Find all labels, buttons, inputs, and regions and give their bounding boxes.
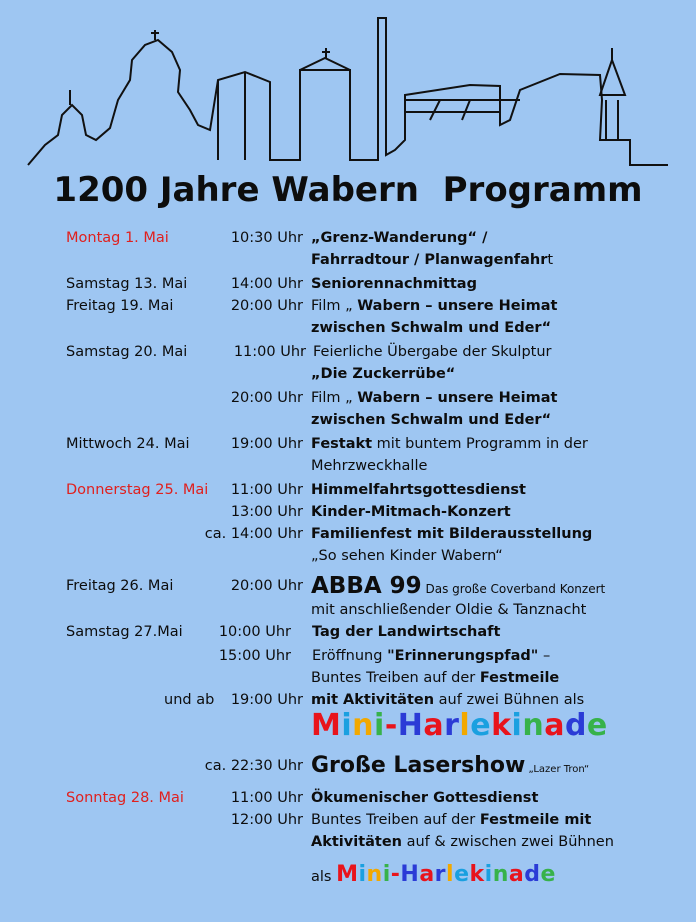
harlekinade-letter: e: [470, 708, 492, 743]
harlekinade-letter: i: [358, 862, 367, 887]
description-segment: Ökumenischer Gottesdienst: [311, 790, 539, 806]
description-segment: Mehrzweckhalle: [311, 458, 428, 474]
program-time: 20:00 Uhr: [230, 390, 303, 406]
program-day: Sonntag 28. Mai: [66, 790, 184, 806]
harlekinade-letter: n: [366, 862, 383, 887]
description-segment: Wabern – unsere Heimat: [357, 390, 558, 406]
description-segment: t: [547, 252, 554, 268]
harlekinade-letter: i: [341, 708, 353, 743]
program-description: [311, 274, 477, 294]
program-description: [311, 480, 526, 500]
description-segment: „Grenz-Wanderung“ /: [311, 230, 488, 246]
program-time: 14:00 Uhr: [230, 276, 303, 292]
program-description: [311, 296, 557, 316]
skyline-drawing: [0, 0, 696, 172]
harlekinade-letter: M: [311, 708, 342, 743]
description-segment: Tag der Landwirtschaft: [312, 624, 501, 640]
description-segment: "Erinnerungspfad": [387, 648, 539, 664]
program-description: [311, 600, 586, 620]
harlekinade-letter: l: [459, 708, 471, 743]
program-time: 15:00 Uhr: [218, 648, 291, 664]
description-segment: ABBA 99: [311, 573, 422, 599]
program-day: und ab: [164, 692, 215, 708]
harlekinade-letter: n: [492, 862, 509, 887]
harlekinade-letter: e: [454, 862, 470, 887]
description-segment: Wabern – unsere Heimat: [357, 298, 558, 314]
program-description: [311, 434, 588, 454]
description-segment: Aktivitäten: [311, 834, 402, 850]
program-time: 10:30 Uhr: [230, 230, 303, 246]
skyline-outline: [28, 18, 668, 165]
description-segment: Himmelfahrtsgottesdienst: [311, 482, 526, 498]
program-time: 13:00 Uhr: [230, 504, 303, 520]
description-segment: auf zwei Bühnen als: [434, 692, 585, 708]
program-time: 11:00 Uhr: [233, 344, 306, 360]
description-segment: zwischen Schwalm und Eder“: [311, 412, 552, 428]
program-description: [311, 318, 551, 338]
program-description: [311, 228, 487, 248]
harlekinade-letter: k: [491, 708, 512, 743]
program-day: Mittwoch 24. Mai: [66, 436, 190, 452]
description-segment: Feierliche Übergabe der Skulptur: [313, 344, 552, 360]
harlekinade-letter: H: [400, 862, 420, 887]
harlekinade-letter: i: [511, 708, 523, 743]
program-time: ca. 14:00 Uhr: [204, 526, 303, 542]
program-description: [311, 364, 455, 384]
page-title: 1200 Jahre Wabern Programm: [53, 170, 643, 210]
harlekinade-letter: -: [390, 862, 401, 887]
mini-harlekinade-logo: [311, 708, 608, 743]
harlekinade-letter: d: [524, 862, 541, 887]
program-description: [312, 646, 550, 666]
program-day: Freitag 26. Mai: [66, 578, 174, 594]
description-segment: Festmeile: [479, 812, 560, 828]
program-description: [311, 502, 511, 522]
harlekinade-letter: l: [446, 862, 455, 887]
program-description: [311, 546, 503, 566]
program-day: Samstag 27.Mai: [66, 624, 183, 640]
description-segment: Seniorennachmittag: [311, 276, 477, 292]
description-segment: „Lazer Tron“: [525, 764, 590, 775]
description-segment: Film „: [311, 390, 358, 406]
description-segment: mit buntem Programm in der: [372, 436, 588, 452]
harlekinade-letter: H: [397, 708, 424, 743]
program-time: 11:00 Uhr: [230, 790, 303, 806]
program-description: [313, 342, 552, 362]
harlekinade-letter: d: [564, 708, 587, 743]
program-description: [311, 668, 559, 688]
program-description: [311, 410, 551, 430]
program-time: 12:00 Uhr: [230, 812, 303, 828]
mini-harlekinade-logo: [336, 862, 556, 887]
program-description: [311, 456, 427, 476]
program-description: [311, 862, 556, 890]
description-segment: Fahrradtour / Planwagenfahr: [311, 252, 548, 268]
harlekinade-letter: e: [586, 708, 608, 743]
description-segment: mit anschließender Oldie & Tanznacht: [311, 602, 587, 618]
harlekinade-letter: a: [423, 708, 445, 743]
harlekinade-letter: e: [540, 862, 556, 887]
description-segment: „So sehen Kinder Wabern“: [311, 548, 503, 564]
program-day: Montag 1. Mai: [66, 230, 169, 246]
description-segment: Buntes Treiben auf der: [311, 812, 480, 828]
description-segment: Festmeile: [479, 670, 560, 686]
program-time: ca. 22:30 Uhr: [204, 758, 303, 774]
program-day: Donnerstag 25. Mai: [66, 482, 209, 498]
program-day: Freitag 19. Mai: [66, 298, 174, 314]
harlekinade-letter: M: [336, 862, 359, 887]
description-segment: zwischen Schwalm und Eder“: [311, 320, 552, 336]
program-description: [311, 706, 608, 751]
description-segment: –: [538, 648, 551, 664]
program-description: [311, 250, 553, 270]
description-segment: „Die Zuckerrübe“: [311, 366, 456, 382]
program-time: 10:00 Uhr: [218, 624, 291, 640]
harlekinade-letter: i: [374, 708, 385, 743]
description-segment: Festakt: [311, 436, 373, 452]
program-description: [311, 810, 591, 830]
harlekinade-letter: a: [419, 862, 435, 887]
harlekinade-letter: i: [484, 862, 493, 887]
harlekinade-letter: r: [444, 708, 460, 743]
program-time: 20:00 Uhr: [230, 298, 303, 314]
harlekinade-letter: -: [384, 708, 398, 743]
program-day: Samstag 13. Mai: [66, 276, 188, 292]
description-segment: Eröffnung: [312, 648, 388, 664]
harlekinade-letter: i: [382, 862, 391, 887]
program-day: Samstag 20. Mai: [66, 344, 188, 360]
harlekinade-letter: k: [469, 862, 485, 887]
description-segment: Kinder-Mitmach-Konzert: [311, 504, 511, 520]
description-segment: Film „: [311, 298, 358, 314]
program-description: [311, 573, 606, 599]
program-time: 19:00 Uhr: [230, 692, 303, 708]
description-segment: auf & zwischen zwei Bühnen: [402, 834, 614, 850]
description-segment: Große Lasershow: [311, 753, 526, 778]
program-description: [311, 832, 614, 852]
program-description: [311, 388, 557, 408]
program-description: [312, 622, 500, 642]
description-segment: als: [311, 869, 337, 885]
program-description: [311, 788, 538, 808]
description-segment: mit: [559, 812, 592, 828]
harlekinade-letter: a: [544, 708, 565, 743]
description-segment: Familienfest mit Bilderausstellung: [311, 526, 593, 542]
program-time: 20:00 Uhr: [230, 578, 303, 594]
program-time: 19:00 Uhr: [230, 436, 303, 452]
harlekinade-letter: n: [522, 708, 545, 743]
program-time: 11:00 Uhr: [230, 482, 303, 498]
harlekinade-letter: n: [352, 708, 375, 743]
program-description: [311, 753, 590, 780]
harlekinade-letter: a: [508, 862, 525, 887]
description-segment: mit Aktivitäten: [311, 692, 435, 708]
description-segment: Das große Coverband Konzert: [421, 582, 606, 596]
harlekinade-letter: r: [434, 862, 447, 887]
program-description: [311, 524, 592, 544]
description-segment: Buntes Treiben auf der: [311, 670, 480, 686]
